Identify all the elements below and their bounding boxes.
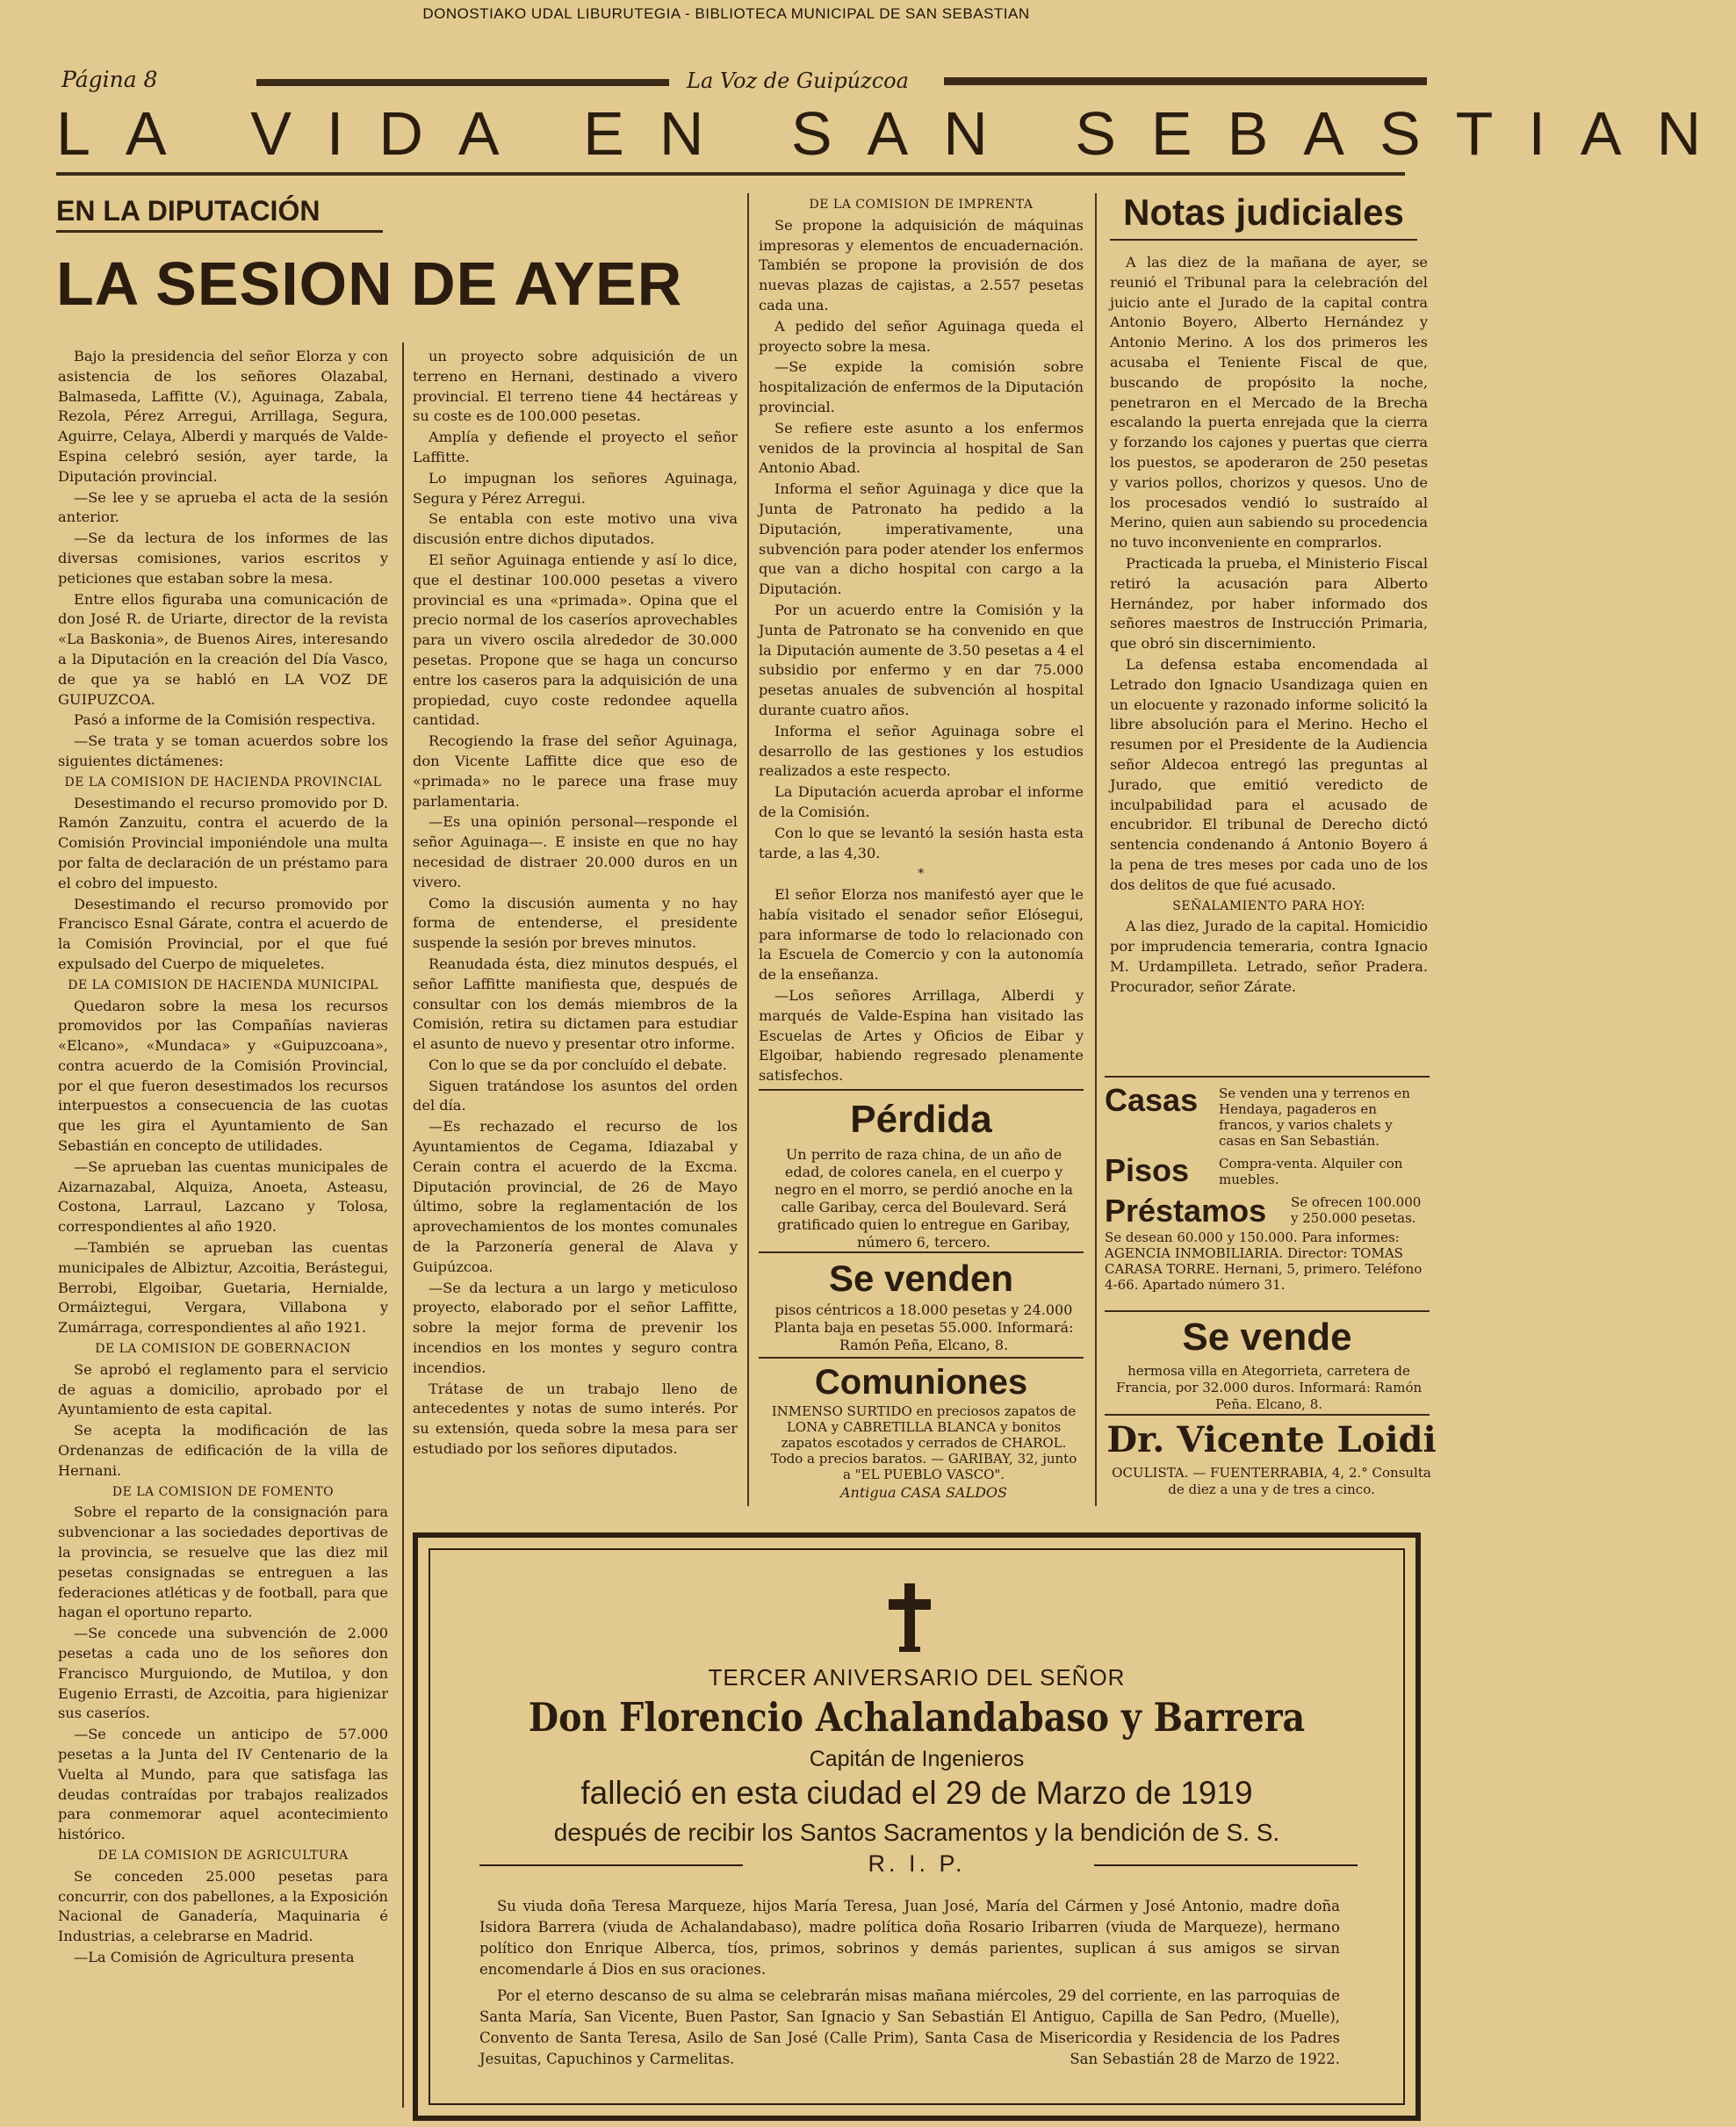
- article-paragraph: Se entabla con este motivo una viva discusión entre dichos diputados.: [413, 510, 738, 548]
- masthead-rule-right: [944, 77, 1427, 85]
- article-paragraph: Siguen tratándose los asuntos del orden del día.: [413, 1077, 738, 1114]
- comuniones-text: INMENSO SURTIDO en preciosos zapatos de LONA y CABRETILLA BLANCA y bonitos zapatos escotados y cerrados de CHAROL. Todo a precios baratos. — GARIBAY, 32, junto a "EL PUEBLO VASCO".: [770, 1403, 1077, 1482]
- article-paragraph: —Se da lectura a un largo y meticuloso proyecto, elaborado por el señor Laffitte, sobre la mejor forma de prevenir los incendios en los montes y seguro contra incendios.: [413, 1279, 738, 1376]
- column-divider: [1095, 193, 1097, 1506]
- section-subheading: DE LA COMISION DE IMPRENTA: [809, 198, 1034, 212]
- article-paragraph: Amplía y defiende el proyecto el señor Laffitte.: [413, 429, 738, 465]
- article-paragraph: Reanudada ésta, diez minutos después, el señor Laffitte manifiesta que, después de consultar con los demás miembros de la Comisión, retira su dictamen para estudiar el asunto de nuevo y presentar otro informe.: [413, 955, 738, 1053]
- article-paragraph: Quedaron sobre la mesa los recursos promovidos por las Compañías navieras «Elcano», «Mundaca» y «Guipuzcoana», contra acuerdo de la Comisión Provincial, por el que fueron desestimados los recursos interpuestos a consecuencia de las cuotas que les gira el Ayuntamiento de San Sebastián en concepto de utilidades.: [58, 997, 388, 1155]
- ad-divider: [1105, 1414, 1430, 1416]
- article-paragraph: Se aprobó el reglamento para el servicio de aguas a domicilio, aprobado por el Ayuntamiento de esta capital.: [58, 1360, 388, 1418]
- article-paragraph: A las diez, Jurado de la capital. Homicidio por imprudencia temeraria, contra Ignacio M. Urdampilleta. Letrado, señor Pradera. Procurador, señor Zárate.: [1110, 918, 1428, 995]
- notas-title: Notas judiciales: [1123, 191, 1404, 233]
- se-vende-text: hermosa villa en Ategorrieta, carretera de Francia, por 32.000 duros. Informará: Ramón Peña. Elcano, 8.: [1115, 1363, 1423, 1412]
- obituary-place-date: San Sebastián 28 de Marzo de 1922.: [1070, 2051, 1340, 2067]
- article-paragraph: Con lo que se da por concluído el debate.: [429, 1056, 727, 1073]
- article-paragraph: Recogiendo la frase del señor Aguinaga, don Vicente Laffitte dice que eso de «primada» no le parece una frase muy parlamentaria.: [413, 732, 738, 810]
- perdida-title: Pérdida: [850, 1098, 992, 1141]
- obituary-box: [413, 1532, 1421, 2121]
- ad-divider: [759, 1251, 1084, 1253]
- headline-rule: [56, 172, 1405, 176]
- article-paragraph: Trátase de un trabajo lleno de antecedentes y notas de sumo interés. Por su extensión, queda sobre la mesa para ser estudiado por los señores diputados.: [413, 1380, 738, 1458]
- article-paragraph: Lo impugnan los señores Aguinaga, Segura y Pérez Arregui.: [413, 469, 738, 507]
- obituary-anniversary: TERCER ANIVERSARIO DEL SEÑOR: [708, 1664, 1126, 1691]
- article-paragraph: A las diez de la mañana de ayer, se reunió el Tribunal para la celebración del juicio ante el Jurado de la capital contra Antonio Boyero, Alberto Hernández y Antonio Merino. A los dos primeros les acusaba el Teniente Fiscal de que, buscando de propósito la noche, penetraron en el Mercado de la Brecha escalando la puerta enrejada que la cierra y forzando los cajones y puertas que cierra los puestos, se apoderaron de 250 pesetas y varios pollos, chorizos y quesos. Uno de los procesados vendió lo sustraído al Merino, quien aun sabiendo su procedencia no tuvo inconveniente en comprarlos.: [1110, 254, 1428, 552]
- article-paragraph: un proyecto sobre adquisición de un terreno en Hernani, destinado a vivero provincial. El terreno tiene 44 hectáreas y su coste es de 100.000 pesetas.: [413, 348, 738, 425]
- obituary-died: falleció en esta ciudad el 29 de Marzo de 1919: [580, 1775, 1253, 1811]
- article-paragraph: —Se trata y se toman acuerdos sobre los siguientes dictámenes:: [58, 732, 388, 769]
- obituary-rip: R. I. P.: [868, 1850, 966, 1877]
- casas-text: Se venden una y terrenos en Hendaya, pagaderos en francos, y varios chalets y casas en San Sebastián.: [1219, 1085, 1410, 1149]
- section-subheading: *: [918, 867, 925, 882]
- section-subheading: DE LA COMISION DE FOMENTO: [112, 1484, 335, 1499]
- pisos-head: Pisos: [1105, 1152, 1190, 1188]
- article-paragraph: A pedido del señor Aguinaga queda el proyecto sobre la mesa.: [759, 317, 1084, 355]
- obituary-family: Su viuda doña Teresa Marqueze, hijos María Teresa, Juan José, María del Cármen y José Antonio, madre doña Isidora Barrera (viuda de Achalandabaso), madre política doña Rosario Iribarren (viuda de Marqueze), hermano político don Enrique Alberca, tíos, primos, sobrinos y demás parientes, suplican á sus amigos se sirvan encomendarle á Dios en sus oraciones.: [479, 1898, 1340, 1978]
- article-paragraph: Pasó a informe de la Comisión respectiva.: [74, 711, 376, 729]
- article-paragraph: —También se aprueban las cuentas municipales de Albiztur, Azcoitia, Berástegui, Berrobi, Elgoibar, Guetaria, Hernialde, Ormáiztegui, Vergara, Villabona y Zumárraga, correspondientes al año 1921.: [58, 1239, 388, 1337]
- comuniones-shop: Antigua CASA SALDOS: [839, 1484, 1008, 1501]
- article-paragraph: La Diputación acuerda aprobar el informe de la Comisión.: [759, 783, 1084, 820]
- article-paragraph: —Se concede una subvención de 2.000 pesetas a cada uno de los señores don Francisco Murguiondo, de Mutiloa, y don Eugenio Errasti, de Azcoitia, para higienizar sus caseríos.: [58, 1625, 388, 1722]
- ad-divider: [1105, 1076, 1430, 1078]
- article-column-1: [58, 347, 388, 2112]
- article-paragraph: —Se concede un anticipo de 57.000 pesetas a la Junta del IV Centenario de la Vuelta al Mundo, para que satisfaga las deudas contraídas por trabajos realizados para conmemorar aquel acontecimiento histórico.: [58, 1726, 388, 1843]
- article-paragraph: —Se da lectura de los informes de las diversas comisiones, varios escritos y peticiones que estaban sobre la mesa.: [58, 530, 388, 587]
- article-paragraph: Bajo la presidencia del señor Elorza y con asistencia de los señores Olazabal, Balmaseda, Laffitte (V.), Aguinaga, Zabala, Rezola, Pérez Arregui, Arrillaga, Segura, Aguirre, Celaya, Alberdi y marqués de Valde-Espina celebró sesión, ayer tarde, la Diputación provincial.: [58, 348, 388, 485]
- article-paragraph: —La Comisión de Agricultura presenta: [74, 1948, 355, 1965]
- article-title: LA SESION DE AYER: [56, 249, 683, 318]
- article-paragraph: —Es rechazado el recurso de los Ayuntamientos de Cegama, Idiazabal y Cerain contra el acuerdo de la Excma. Diputación provincial, de 26 de Mayo último, sobre la reglamentación de los aprovechamientos de los montes comunales de la Parzonería general de Alava y Guipúzcoa.: [413, 1118, 738, 1275]
- article-column-3: [759, 195, 1084, 1085]
- article-paragraph: El señor Aguinaga entiende y así lo dice, que el destinar 100.000 pesetas a vivero provincial es una «primada». Opina que el precio normal de los caseríos aprovechables para un vivero oscila alrededor de 30.000 pesetas. Propone que se haga un concurso entre los caseros para la adquisición de una propiedad, cuyo coste redondee aquella cantidad.: [413, 551, 738, 729]
- article-paragraph: Desestimando el recurso promovido por Francisco Esnal Gárate, contra el acuerdo de la Comisión Provincial, por el que fué expulsado del Cuerpo de miqueletes.: [58, 895, 388, 972]
- article-paragraph: Con lo que se levantó la sesión hasta esta tarde, a las 4,30.: [759, 824, 1084, 862]
- cross-icon: [883, 1580, 936, 1654]
- article-paragraph: —Se lee y se aprueba el acta de la sesión anterior.: [58, 488, 388, 526]
- column-divider: [747, 193, 749, 1506]
- comuniones-title: Comuniones: [814, 1363, 1028, 1402]
- section-subheading: DE LA COMISION DE AGRICULTURA: [97, 1848, 349, 1863]
- notas-column: [1110, 253, 1428, 1070]
- notas-rule: [1110, 239, 1417, 241]
- page-number: Página 8: [61, 67, 158, 92]
- article-paragraph: —Se expide la comisión sobre hospitalización de enfermos de la Diputación provincial.: [759, 358, 1084, 415]
- article-paragraph: —Es una opinión personal—responde el señor Aguinaga—. E insiste en que no hay necesidad de distraer 20.000 duros en un vivero.: [413, 813, 738, 890]
- article-paragraph: Se acepta la modificación de las Ordenanzas de edificación de la villa de Hernani.: [58, 1422, 388, 1479]
- se-vende-title: Se vende: [1182, 1316, 1352, 1359]
- article-kicker: EN LA DIPUTACIÓN: [56, 195, 321, 227]
- article-paragraph: Por un acuerdo entre la Comisión y la Junta de Patronato se ha convenido en que la Diputación aumente de 3.50 pesetas a 4 el subsidio por enfermo y en dar 75.000 pesetas anuales de subvención al hospital durante cuatro años.: [759, 601, 1084, 718]
- article-paragraph: Informa el señor Aguinaga sobre el desarrollo de las gestiones y los estudios realizados a este respecto.: [759, 722, 1084, 780]
- article-column-2: [413, 347, 738, 1497]
- kicker-rule: [56, 230, 383, 233]
- article-paragraph: La defensa estaba encomendada al Letrado don Ignacio Usandizaga quien en un elocuente y razonado informe solicitó la libre absolución para el Merino. Hecho el resumen por el Presidente de la Audiencia señor Aldecoa entregó las preguntas al Jurado, que emitió veredicto de inculpabilidad para el acusado de encubridor. El tribunal de Derecho dictó sentencia condenando á Antonio Boyero á la pena de tres meses por cada uno de los dos delitos de que fué acusado.: [1110, 655, 1428, 893]
- prestamos-text-2: Se desean 60.000 y 150.000. Para informes: AGENCIA INMOBILIARIA. Director: TOMAS CARASA TORRE. Hernani, 5, primero. Teléfono 4-66. Apartado número 31.: [1105, 1229, 1423, 1293]
- prestamos-head: Préstamos: [1105, 1193, 1267, 1229]
- article-paragraph: —Los señores Arrillaga, Alberdi y marqués de Valde-Espina han visitado las Escuelas de Artes y Oficios de Eibar y Elgoibar, habiendo regresado plenamente satisfechos.: [759, 987, 1084, 1085]
- article-paragraph: Desestimando el recurso promovido por D. Ramón Zanzuitu, contra el acuerdo de la Comisión Provincial imponiéndole una multa por falta de declaración de un préstamo para el cobro del impuesto.: [58, 794, 388, 891]
- rip-rule-left: [479, 1864, 743, 1866]
- obituary-masses: Por el eterno descanso de su alma se celebrarán misas mañana miércoles, 29 del corriente, en las parroquias de Santa María, San Vicente, Buen Pastor, San Ignacio y San Sebastián El Antiguo, Capilla de San Pedro, (Muelle), Convento de Santa Teresa, Asilo de San José (Calle Prim), Santa Casa de Misericordia y Residencia de los Padres Jesuitas, Capuchinos y Carmelitas.: [479, 1987, 1340, 2067]
- se-venden-title: Se venden: [828, 1258, 1014, 1299]
- casas-head: Casas: [1105, 1082, 1199, 1118]
- section-subheading: DE LA COMISION DE GOBERNACION: [95, 1342, 351, 1357]
- article-paragraph: Entre ellos figuraba una comunicación de don José R. de Uriarte, director de la revista «La Baskonia», de Buenos Aires, interesando a la Diputación en la creación del Día Vasco, de que ya se habló en LA VOZ DE GUIPUZCOA.: [58, 590, 388, 708]
- rip-rule-right: [1094, 1864, 1358, 1866]
- obituary-after: después de recibir los Santos Sacramentos y la bendición de S. S.: [553, 1819, 1280, 1846]
- obituary-rank: Capitán de Ingenieros: [809, 1747, 1025, 1771]
- article-paragraph: Informa el señor Aguinaga y dice que la Junta de Patronato ha pedido a la Diputación, imperativamente, una subvención para poder atender los enfermos que van a dicho hospital con cargo a la Diputación.: [759, 480, 1084, 598]
- article-paragraph: El señor Elorza nos manifestó ayer que le había visitado el senador señor Elósegui, para informarse de todo lo relacionado con la Escuela de Comercio y con la autonomía de la enseñanza.: [759, 886, 1084, 984]
- ad-divider: [759, 1357, 1084, 1359]
- pisos-text: Compra-venta. Alquiler con muebles.: [1219, 1156, 1403, 1187]
- perdida-text: Un perrito de raza china, de un año de edad, de colores canela, en el cuerpo y negro en el morro, se perdió anoche en la calle Garibay, cerca del Boulevard. Será gratificado quien lo entregue en Garibay, número 6, tercero.: [774, 1146, 1073, 1251]
- ad-divider: [759, 1089, 1084, 1091]
- paper-name: La Voz de Guipúzcoa: [687, 68, 909, 93]
- library-header: DONOSTIAKO UDAL LIBURUTEGIA - BIBLIOTECA MUNICIPAL DE SAN SEBASTIAN: [422, 5, 1030, 22]
- section-subheading: SEÑALAMIENTO PARA HOY:: [1172, 898, 1365, 913]
- se-venden-text: pisos céntricos a 18.000 pesetas y 24.000 Planta baja en pesetas 55.000. Informará: Ramón Peña, Elcano, 8.: [774, 1301, 1074, 1353]
- article-paragraph: Se propone la adquisición de máquinas impresoras y elementos de encuadernación. También se propone la provisión de dos nuevas plazas de cajistas, a 2.557 pesetas cada una.: [759, 216, 1084, 314]
- section-subheading: DE LA COMISION DE HACIENDA MUNICIPAL: [68, 977, 378, 992]
- ad-divider: [1105, 1310, 1430, 1312]
- article-paragraph: Se refiere este asunto a los enfermos venidos de la provincia al hospital de San Antonio Abad.: [759, 419, 1084, 477]
- loidi-title: Dr. Vicente Loidi: [1106, 1419, 1437, 1460]
- masthead: [61, 67, 1427, 95]
- masthead-rule-left: [256, 79, 669, 86]
- article-paragraph: Se conceden 25.000 pesetas para concurrir, con dos pabellones, a la Exposición Nacional de Ganadería, Maquinaria é Industrias, a celebrarse en Madrid.: [58, 1867, 388, 1945]
- section-subheading: DE LA COMISION DE HACIENDA PROVINCIAL: [64, 775, 382, 790]
- obituary-name: Don Florencio Achalandabaso y Barrera: [528, 1694, 1306, 1741]
- article-paragraph: Sobre el reparto de la consignación para subvencionar a las sociedades deportivas de la provincia, se resuelve que las diez mil pesetas consignadas se entreguen a las federaciones atléticas y de football, para que hagan el oportuno reparto.: [58, 1503, 388, 1621]
- section-headline: LA VIDA EN SAN SEBASTIAN: [56, 99, 1736, 168]
- loidi-text: OCULISTA. — FUENTERRABIA, 4, 2.° Consulta de diez a una y de tres a cinco.: [1112, 1465, 1431, 1497]
- article-paragraph: Practicada la prueba, el Ministerio Fiscal retiró la acusación para Alberto Hernández, por haber informado dos señores maestros de Instrucción Primaria, que obró sin discernimiento.: [1110, 554, 1428, 653]
- article-paragraph: —Se aprueban las cuentas municipales de Aizarnazabal, Alquiza, Anoeta, Asteasu, Costona, Larraul, Lazcano y Tolosa, correspondientes al año 1920.: [58, 1157, 388, 1236]
- article-paragraph: Como la discusión aumenta y no hay forma de entenderse, el presidente suspende la sesión por breves minutos.: [413, 894, 738, 952]
- column-divider: [402, 342, 404, 2108]
- prestamos-text: Se ofrecen 100.000 y 250.000 pesetas.: [1291, 1194, 1422, 1226]
